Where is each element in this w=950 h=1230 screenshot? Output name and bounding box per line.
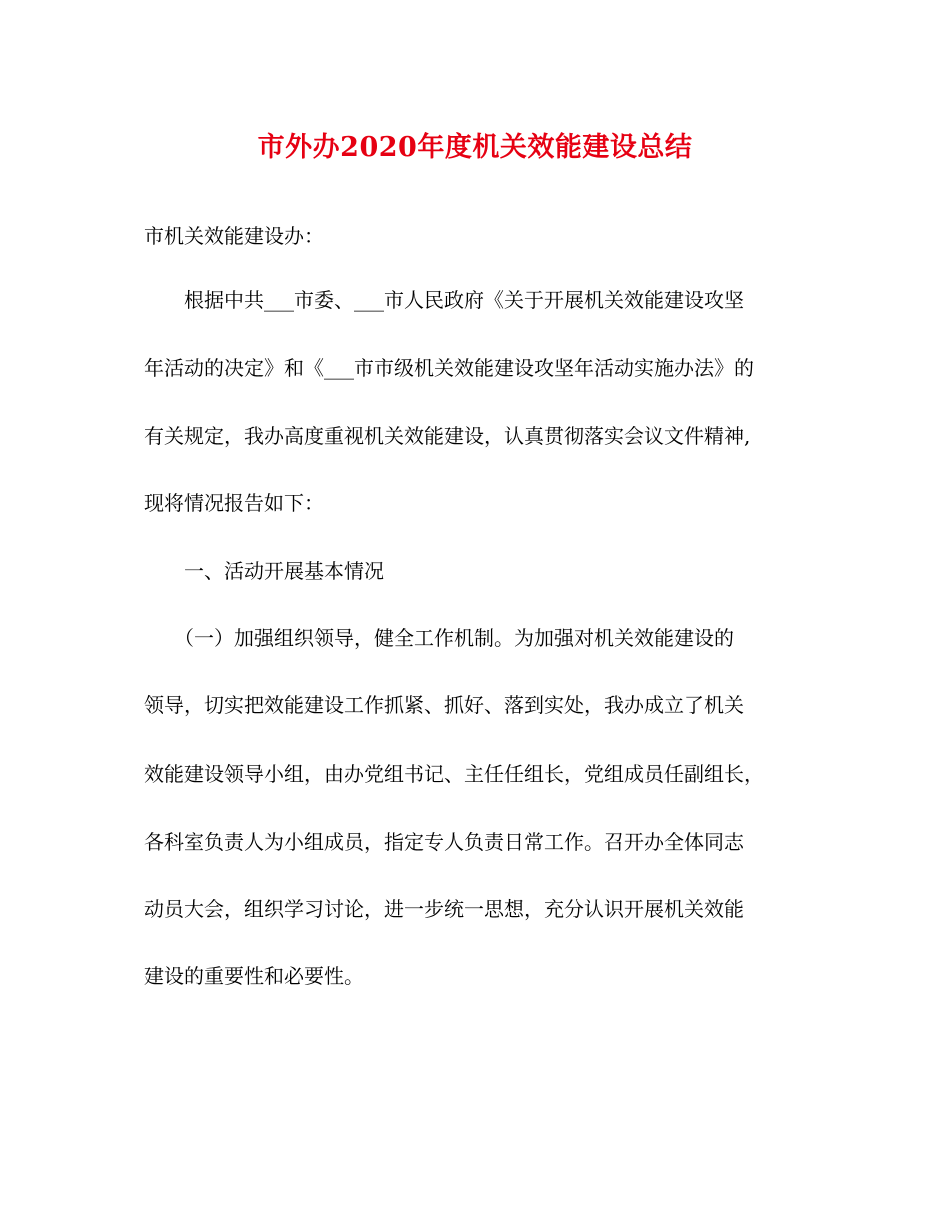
- body-line: 有关规定，我办高度重视机关效能建设，认真贯彻落实会议文件精神,: [144, 424, 751, 448]
- body-line: 建设的重要性和必要性。: [144, 964, 364, 988]
- body-line: 现将情况报告如下：: [144, 491, 324, 515]
- body-line: 年活动的决定》和《___市市级机关效能建设攻坚年活动实施办法》的: [144, 356, 754, 380]
- body-line: （一）加强组织领导，健全工作机制。为加强对机关效能建设的: [144, 626, 734, 650]
- document-title: 市外办2020年度机关效能建设总结: [257, 132, 693, 163]
- body-line: 效能建设领导小组，由办党组书记、主任任组长，党组成员任副组长，: [144, 762, 764, 786]
- body-line: 各科室负责人为小组成员，指定专人负责日常工作。召开办全体同志: [144, 830, 744, 854]
- salutation-line: 市机关效能建设办：: [144, 224, 324, 248]
- body-line: 领导，切实把效能建设工作抓紧、抓好、落到实处，我办成立了机关: [144, 693, 744, 717]
- section-heading: 一、活动开展基本情况: [144, 559, 384, 583]
- body-line: 动员大会，组织学习讨论，进一步统一思想，充分认识开展机关效能: [144, 897, 744, 921]
- body-line: 根据中共___市委、___市人民政府《关于开展机关效能建设攻坚: [144, 288, 744, 312]
